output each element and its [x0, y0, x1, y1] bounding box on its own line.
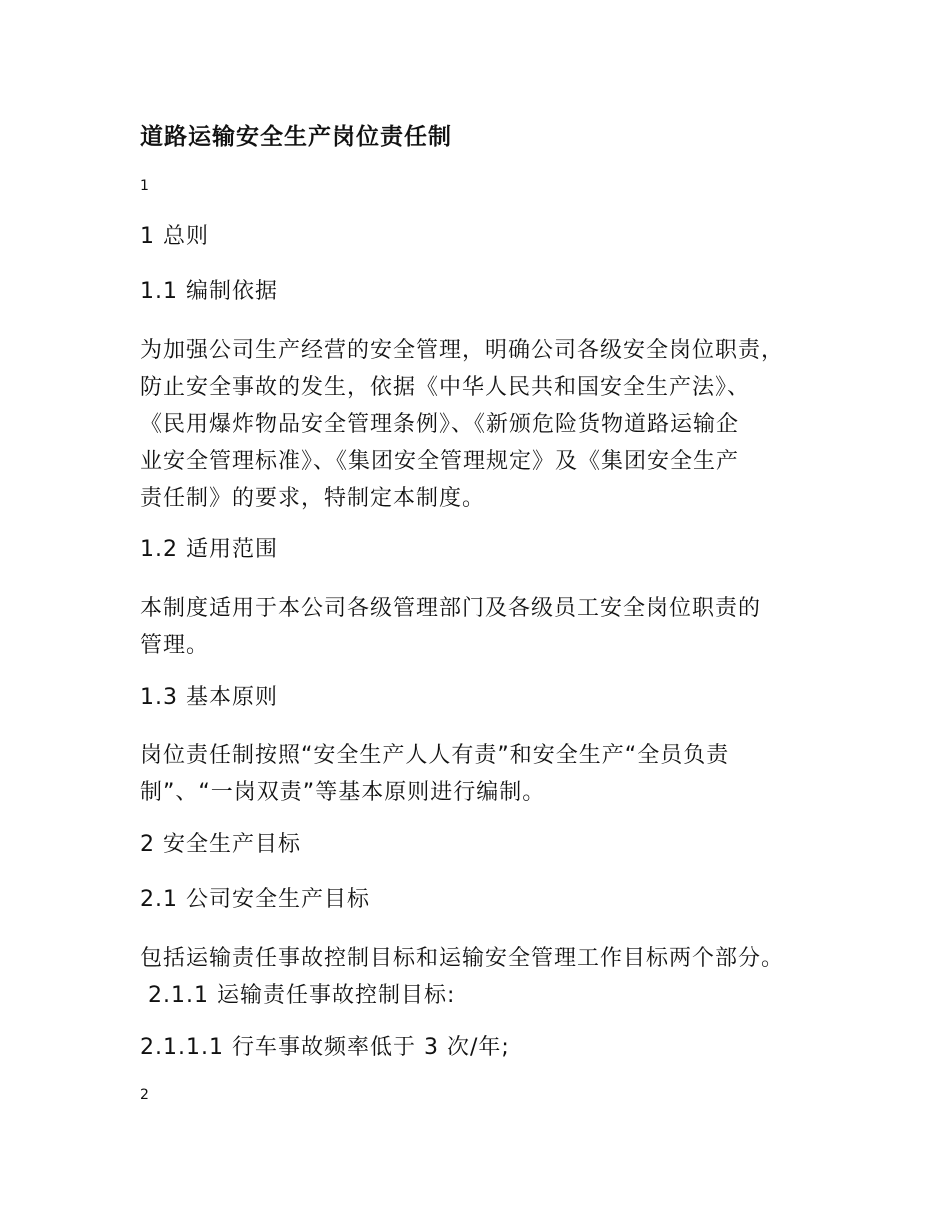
- paragraph-line: 业安全管理标准》、《集团安全管理规定》及《集团安全生产: [140, 449, 740, 474]
- paragraph-line: 岗位责任制按照“安全生产人人有责”和安全生产“全员负责: [140, 743, 730, 768]
- page-number: 2: [140, 1087, 149, 1103]
- paragraph-line: 防止安全事故的发生，依据《中华人民共和国安全生产法》、: [140, 375, 751, 400]
- paragraph-line: 本制度适用于本公司各级管理部门及各级员工安全岗位职责的: [140, 596, 762, 621]
- paragraph-line: 为加强公司生产经营的安全管理，明确公司各级安全岗位职责，: [140, 338, 785, 363]
- paragraph-line: 包括运输责任事故控制目标和运输安全管理工作目标两个部分。: [140, 946, 785, 971]
- section-heading-2: 2 安全生产目标: [140, 832, 301, 857]
- section-heading-1-3: 1.3 基本原则: [140, 685, 278, 710]
- document-title: 道路运输安全生产岗位责任制: [140, 124, 452, 150]
- paragraph-line: 《民用爆炸物品安全管理条例》、《新颁危险货物道路运输企: [140, 412, 740, 437]
- list-item-2-1-1-1: 2.1.1.1 行车事故频率低于 3 次/年;: [140, 1035, 510, 1060]
- paragraph-1-1: [140, 332, 830, 517]
- paragraph-line: 责任制》的要求，特制定本制度。: [140, 486, 486, 511]
- section-heading-1-2: 1.2 适用范围: [140, 537, 278, 562]
- page-number: 1: [140, 178, 149, 194]
- paragraph-1-2: [140, 590, 830, 664]
- section-heading-2-1: 2.1 公司安全生产目标: [140, 887, 370, 912]
- section-heading-1-1: 1.1 编制依据: [140, 279, 278, 304]
- section-heading-1: 1 总则: [140, 224, 209, 249]
- paragraph-line: 2.1.1 运输责任事故控制目标:: [140, 983, 456, 1008]
- paragraph-line: 管理。: [140, 633, 210, 658]
- paragraph-2-1: [140, 940, 830, 1014]
- paragraph-1-3: [140, 737, 830, 811]
- paragraph-line: 制”、“一岗双责”等基本原则进行编制。: [140, 780, 546, 805]
